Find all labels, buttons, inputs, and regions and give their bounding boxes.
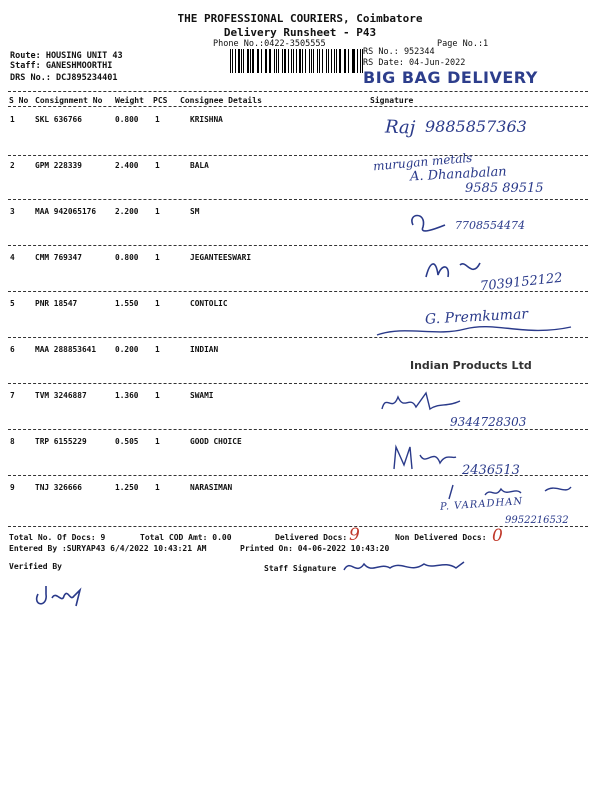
signature-scribble <box>375 323 575 341</box>
signature-scribble <box>390 443 460 473</box>
row-consignment: TRP 6155229 <box>35 437 87 446</box>
company-title: THE PROFESSIONAL COURIERS, Coimbatore <box>177 12 423 25</box>
barcode-bar <box>241 49 242 73</box>
row-pcs: 1 <box>155 345 160 354</box>
row-weight: 1.250 <box>115 483 139 492</box>
staff-signature-label: Staff Signature <box>264 564 337 573</box>
col-signature: Signature <box>370 96 414 105</box>
signature-name: P. VARADHAN <box>439 496 524 513</box>
table-row <box>0 150 600 203</box>
big-bag-stamp: BIG BAG DELIVERY <box>363 68 538 87</box>
row-consignment: CMM 769347 <box>35 253 82 262</box>
rs-number: RS No.: 952344 <box>363 47 435 57</box>
barcode-bar <box>266 49 267 73</box>
table-row <box>0 207 600 249</box>
printed-on: Printed On: 04-06-2022 10:43:20 <box>240 544 390 553</box>
barcode-bar <box>326 49 327 73</box>
barcode-bar <box>276 49 277 73</box>
barcode-bar <box>313 49 314 73</box>
table-row <box>0 345 600 387</box>
barcode-bar <box>282 49 283 73</box>
row-sno: 5 <box>10 299 15 308</box>
signature-phone: 2436513 <box>462 463 520 478</box>
row-sno: 3 <box>10 207 15 216</box>
row-pcs: 1 <box>155 299 160 308</box>
barcode-bar <box>296 49 297 73</box>
row-consignment: SKL 636766 <box>35 115 82 124</box>
drs-number: DRS No.: DCJ895234401 <box>10 73 118 83</box>
barcode-bar <box>235 49 236 73</box>
row-consignee: JEGANTEESWARI <box>190 253 252 262</box>
row-consignee: NARASIMAN <box>190 483 233 492</box>
row-pcs: 1 <box>155 391 160 400</box>
barcode-bar <box>317 49 319 73</box>
row-weight: 0.505 <box>115 437 139 446</box>
barcode-bar <box>331 49 332 73</box>
entered-by: Entered By :SURYAP43 6/4/2022 10:43:21 AM <box>9 544 207 553</box>
barcode-bar <box>247 49 248 73</box>
barcode-bar <box>322 49 323 73</box>
row-weight: 1.360 <box>115 391 139 400</box>
signature-company: murugan metals <box>372 150 473 174</box>
barcode-bar <box>336 49 338 73</box>
row-sno: 7 <box>10 391 15 400</box>
barcode-bar <box>345 49 346 73</box>
barcode-bar <box>243 49 244 73</box>
table-row <box>0 391 600 433</box>
table-row <box>0 299 600 341</box>
barcode-bar <box>291 49 292 73</box>
row-sno: 2 <box>10 161 15 170</box>
divider <box>8 291 588 292</box>
barcode-bar <box>232 49 233 73</box>
col-consignee: Consignee Details <box>180 96 262 105</box>
row-consignee: SM <box>190 207 200 216</box>
row-sno: 6 <box>10 345 15 354</box>
total-docs: Total No. Of Docs: 9 <box>9 533 106 542</box>
row-consignment: PNR 18547 <box>35 299 78 308</box>
row-weight: 2.200 <box>115 207 139 216</box>
row-sno: 1 <box>10 115 15 124</box>
delivered-docs-label: Delivered Docs: <box>275 533 348 542</box>
col-weight: Weight <box>115 96 144 105</box>
route: Route: HOUSING UNIT 43 <box>10 51 123 61</box>
table-row <box>0 253 600 295</box>
col-consignment: Consignment No <box>35 96 103 105</box>
row-pcs: 1 <box>155 253 160 262</box>
row-consignee: INDIAN <box>190 345 219 354</box>
row-weight: 0.200 <box>115 345 139 354</box>
signature-phone: 9585 89515 <box>465 181 544 196</box>
row-consignment: TVM 3246887 <box>35 391 87 400</box>
barcode-bar <box>328 49 329 73</box>
row-consignee: SWAMI <box>190 391 214 400</box>
barcode-bar <box>334 49 335 73</box>
barcode-bar <box>344 49 345 73</box>
phone-number: Phone No.:0422-3505555 <box>213 39 326 49</box>
row-sno: 4 <box>10 253 15 262</box>
divider <box>8 245 588 246</box>
divider <box>8 383 588 384</box>
row-weight: 2.400 <box>115 161 139 170</box>
barcode-bar <box>302 49 303 73</box>
col-pcs: PCS <box>153 96 168 105</box>
barcode-bar <box>309 49 310 73</box>
row-consignee: KRISHNA <box>190 115 223 124</box>
barcode-bar <box>352 49 353 73</box>
row-consignment: MAA 942065176 <box>35 207 97 216</box>
row-weight: 0.800 <box>115 253 139 262</box>
total-cod: Total COD Amt: 0.00 <box>140 533 232 542</box>
table-row <box>0 437 600 479</box>
table-row <box>0 115 600 157</box>
barcode-bar <box>250 49 251 73</box>
barcode-bar <box>353 49 355 73</box>
barcode-bar <box>284 49 286 73</box>
divider <box>8 91 588 92</box>
barcode-bar <box>360 49 361 73</box>
signature-phone: 7708554474 <box>455 219 525 232</box>
barcode-bar <box>274 49 275 73</box>
barcode-bar <box>293 49 294 73</box>
barcode-bar <box>261 49 262 73</box>
barcode-bar <box>230 49 231 73</box>
barcode-bar <box>311 49 312 73</box>
barcode-bar <box>257 49 258 73</box>
row-consignee: GOOD CHOICE <box>190 437 242 446</box>
row-pcs: 1 <box>155 437 160 446</box>
divider <box>8 106 588 107</box>
barcode-bar <box>258 49 259 73</box>
row-sno: 8 <box>10 437 15 446</box>
row-pcs: 1 <box>155 161 160 170</box>
barcode-bar <box>319 49 320 73</box>
staff-signature <box>340 556 470 578</box>
row-pcs: 1 <box>155 115 160 124</box>
row-consignee: CONTOLIC <box>190 299 228 308</box>
divider <box>8 429 588 430</box>
divider <box>8 475 588 476</box>
signature-phone: 9885857363 <box>425 117 527 136</box>
signature-phone: 7039152122 <box>479 270 564 295</box>
row-consignment: MAA 288853641 <box>35 345 97 354</box>
barcode-bar <box>265 49 266 73</box>
table-row <box>0 483 600 525</box>
signature-phone: 9952216532 <box>505 515 569 526</box>
row-weight: 1.550 <box>115 299 139 308</box>
row-consignment: GPM 228339 <box>35 161 82 170</box>
page-number: Page No.:1 <box>437 39 489 49</box>
verifier-signature <box>30 580 90 610</box>
non-delivered-value: 0 <box>492 526 503 546</box>
barcode-bar <box>269 49 271 73</box>
row-weight: 0.800 <box>115 115 139 124</box>
signature-scribble <box>405 209 455 237</box>
row-consignment: TNJ 326666 <box>35 483 82 492</box>
divider <box>8 155 588 156</box>
divider <box>8 199 588 200</box>
signature-scribble <box>378 389 468 417</box>
barcode-bar <box>357 49 358 73</box>
barcode-bar <box>348 49 349 73</box>
non-delivered-label: Non Delivered Docs: <box>395 533 487 542</box>
row-consignee: BALA <box>190 161 209 170</box>
delivered-docs-value: 9 <box>349 525 360 545</box>
barcode-bar <box>299 49 301 73</box>
signature-name: G. Premkumar <box>424 306 529 328</box>
verified-by-label: Verified By <box>9 562 62 571</box>
company-stamp: Indian Products Ltd <box>410 359 532 372</box>
barcode-bar <box>305 49 306 73</box>
col-sno: S No <box>9 96 29 105</box>
barcode-bar <box>278 49 279 73</box>
divider <box>8 337 588 338</box>
signature-name: Raj <box>384 116 416 139</box>
row-sno: 9 <box>10 483 15 492</box>
signature-name: A. Dhanabalan <box>409 164 508 185</box>
rs-date: RS Date: 04-Jun-2022 <box>363 58 466 68</box>
barcode-bar <box>339 49 340 73</box>
barcode-bar <box>252 49 254 73</box>
barcode-bar <box>288 49 289 73</box>
barcode-bar <box>238 49 240 73</box>
row-pcs: 1 <box>155 483 160 492</box>
barcode <box>230 49 365 73</box>
row-pcs: 1 <box>155 207 160 216</box>
staff: Staff: GANESHMOORTHI <box>10 61 113 71</box>
signature-phone: 9344728303 <box>450 415 527 429</box>
runsheet-title: Delivery Runsheet - P43 <box>223 26 377 39</box>
